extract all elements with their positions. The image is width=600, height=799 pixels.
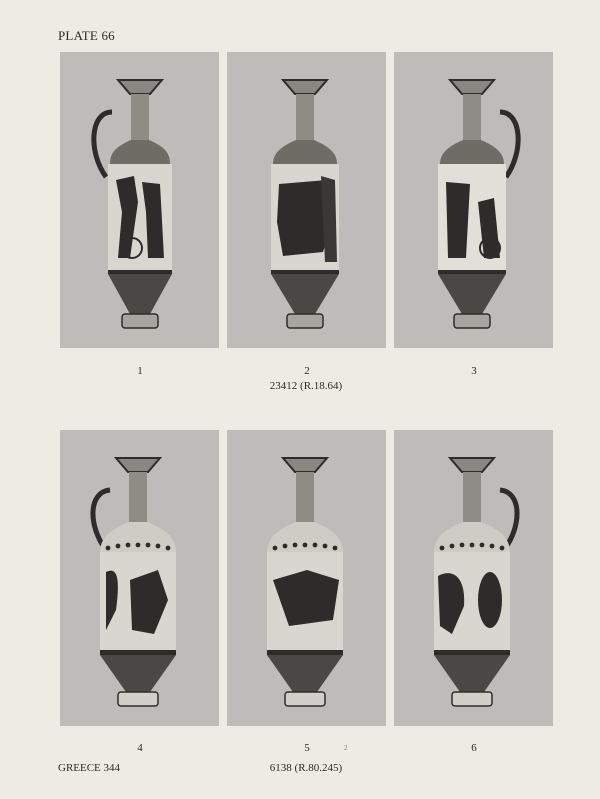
figure-number-5: 5 [304, 742, 310, 754]
lekythos-icon [394, 52, 553, 348]
figure-number-2: 2 [304, 365, 310, 377]
figure-number-4: 4 [137, 742, 143, 754]
vase-photo-1 [60, 52, 219, 348]
vase-photo-5 [227, 430, 386, 726]
vase-photo-6 [394, 430, 553, 726]
lekythos-icon [227, 430, 386, 726]
lekythos-icon [227, 52, 386, 348]
figure-number-1: 1 [137, 365, 143, 377]
lekythos-icon [394, 430, 553, 726]
vase-photo-4 [60, 430, 219, 726]
figure-number-6: 6 [471, 742, 477, 754]
vase-photo-2 [227, 52, 386, 348]
figure-number-3: 3 [471, 365, 477, 377]
plate-title: PLATE 66 [58, 28, 115, 43]
stray-mark: 2 [344, 744, 348, 752]
lekythos-icon [60, 52, 219, 348]
fascicule-label: GREECE 344 [58, 762, 121, 774]
vase-photo-3 [394, 52, 553, 348]
inventory-number-row2: 6138 (R.80.245) [269, 762, 343, 774]
lekythos-icon [60, 430, 219, 726]
inventory-number-row1: 23412 (R.18.64) [269, 380, 343, 392]
